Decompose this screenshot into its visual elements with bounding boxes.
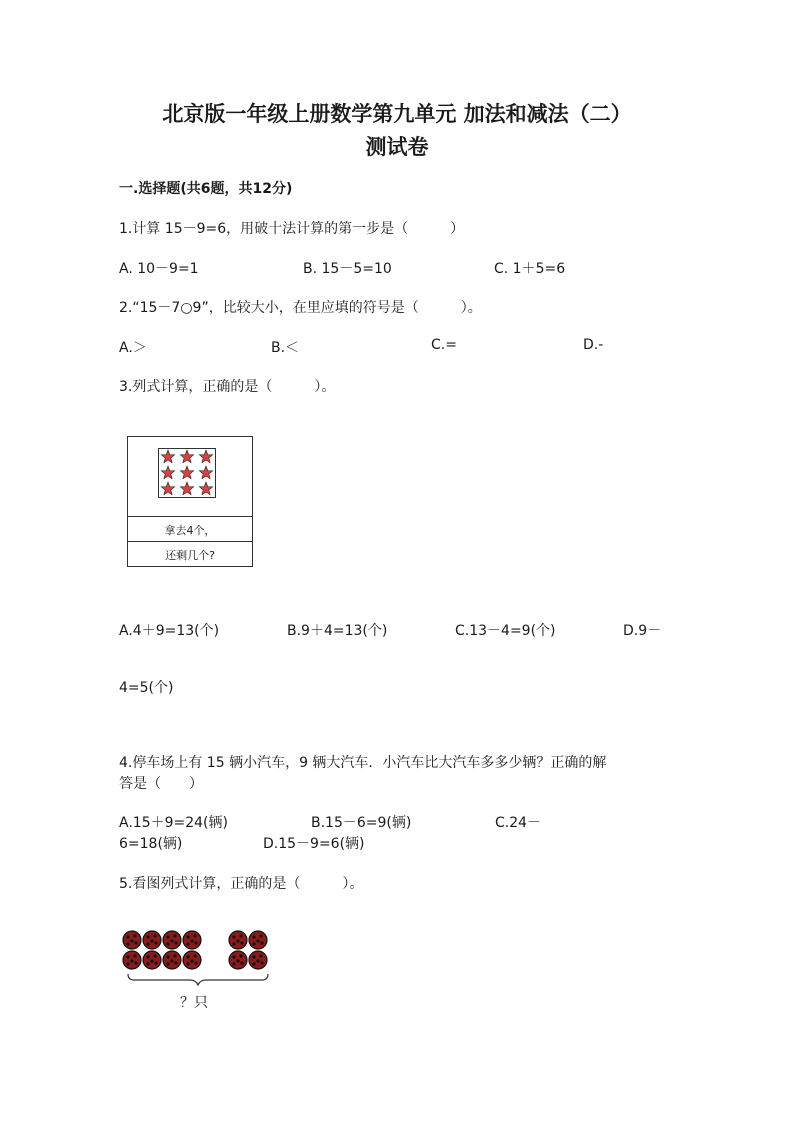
ladybug-icon <box>229 951 247 969</box>
question-1-text: 1.计算 15－9=6，用破十法计算的第一步是（ ） <box>119 221 465 237</box>
star-icon <box>199 450 212 463</box>
q2-option-d[interactable]: D.- <box>583 337 604 353</box>
q1-option-b[interactable]: B. 15－5=10 <box>303 261 392 277</box>
figure-label-take: 拿去4个， <box>164 524 216 537</box>
ladybug-icon <box>143 951 161 969</box>
q5-figure <box>120 928 280 990</box>
page-title-line2: 测试卷 <box>365 134 429 159</box>
ladybug-icon <box>249 931 267 949</box>
star-icon <box>180 450 193 463</box>
star-icon <box>161 482 174 495</box>
divider <box>128 541 252 542</box>
ladybug-icon <box>229 931 247 949</box>
q4-option-c-continued: 6=18(辆) <box>119 836 183 852</box>
star-icon <box>161 450 174 463</box>
figure-label-remaining: 还剩几个? <box>165 549 215 562</box>
q4-option-d[interactable]: D.15－9=6(辆) <box>263 836 365 852</box>
q4-option-a[interactable]: A.15＋9=24(辆) <box>119 815 228 831</box>
star-grid <box>159 449 215 497</box>
q2-option-b[interactable]: B.＜ <box>271 340 300 356</box>
q3-option-d[interactable]: D.9－ <box>623 623 662 639</box>
star-icon <box>199 482 212 495</box>
q3-option-b[interactable]: B.9＋4=13(个) <box>287 623 388 639</box>
q1-option-a[interactable]: A. 10－9=1 <box>119 261 199 277</box>
star-icon <box>199 466 212 479</box>
question-4-text-line2: 答是（ ） <box>119 776 203 792</box>
question-4-text: 4.停车场上有 15 辆小汽车，9 辆大汽车．小汽车比大汽车多多少辆？正确的解 <box>119 755 607 771</box>
q3-option-a[interactable]: A.4＋9=13(个) <box>119 623 220 639</box>
ladybug-icon <box>143 931 161 949</box>
section-heading: 一.选择题(共6题，共12分) <box>119 181 293 197</box>
q4-option-b[interactable]: B.15－6=9(辆) <box>311 815 412 831</box>
star-icon <box>180 466 193 479</box>
question-2-text: 2.“15－7○9”，比较大小，在里应填的符号是（ ）。 <box>119 300 482 316</box>
star-icon <box>161 466 174 479</box>
q4-option-c[interactable]: C.24－ <box>495 815 542 831</box>
page-title: 北京版一年级上册数学第九单元 加法和减法（二） <box>162 101 632 126</box>
question-5-text: 5.看图列式计算，正确的是（ ）。 <box>119 876 364 892</box>
ladybug-icon <box>163 951 181 969</box>
brace <box>128 974 268 985</box>
question-3-text: 3.列式计算，正确的是（ ）。 <box>119 379 336 395</box>
divider <box>128 516 252 517</box>
q3-figure <box>127 436 253 567</box>
ladybug-icon <box>163 931 181 949</box>
star-grid-frame <box>158 448 216 498</box>
q3-option-c[interactable]: C.13－4=9(个) <box>455 623 556 639</box>
q2-option-c[interactable]: C.= <box>431 337 457 353</box>
ladybug-icon <box>183 951 201 969</box>
q1-option-c[interactable]: C. 1＋5=6 <box>494 261 566 277</box>
star-icon <box>180 482 193 495</box>
ladybug-icon <box>183 931 201 949</box>
ladybug-icon <box>123 931 141 949</box>
q2-option-a[interactable]: A.＞ <box>119 340 147 356</box>
ladybug-icon <box>123 951 141 969</box>
brace-label: ？只 <box>180 995 208 1011</box>
ladybug-icon <box>249 951 267 969</box>
q3-option-d-continued: 4=5(个) <box>119 680 174 696</box>
